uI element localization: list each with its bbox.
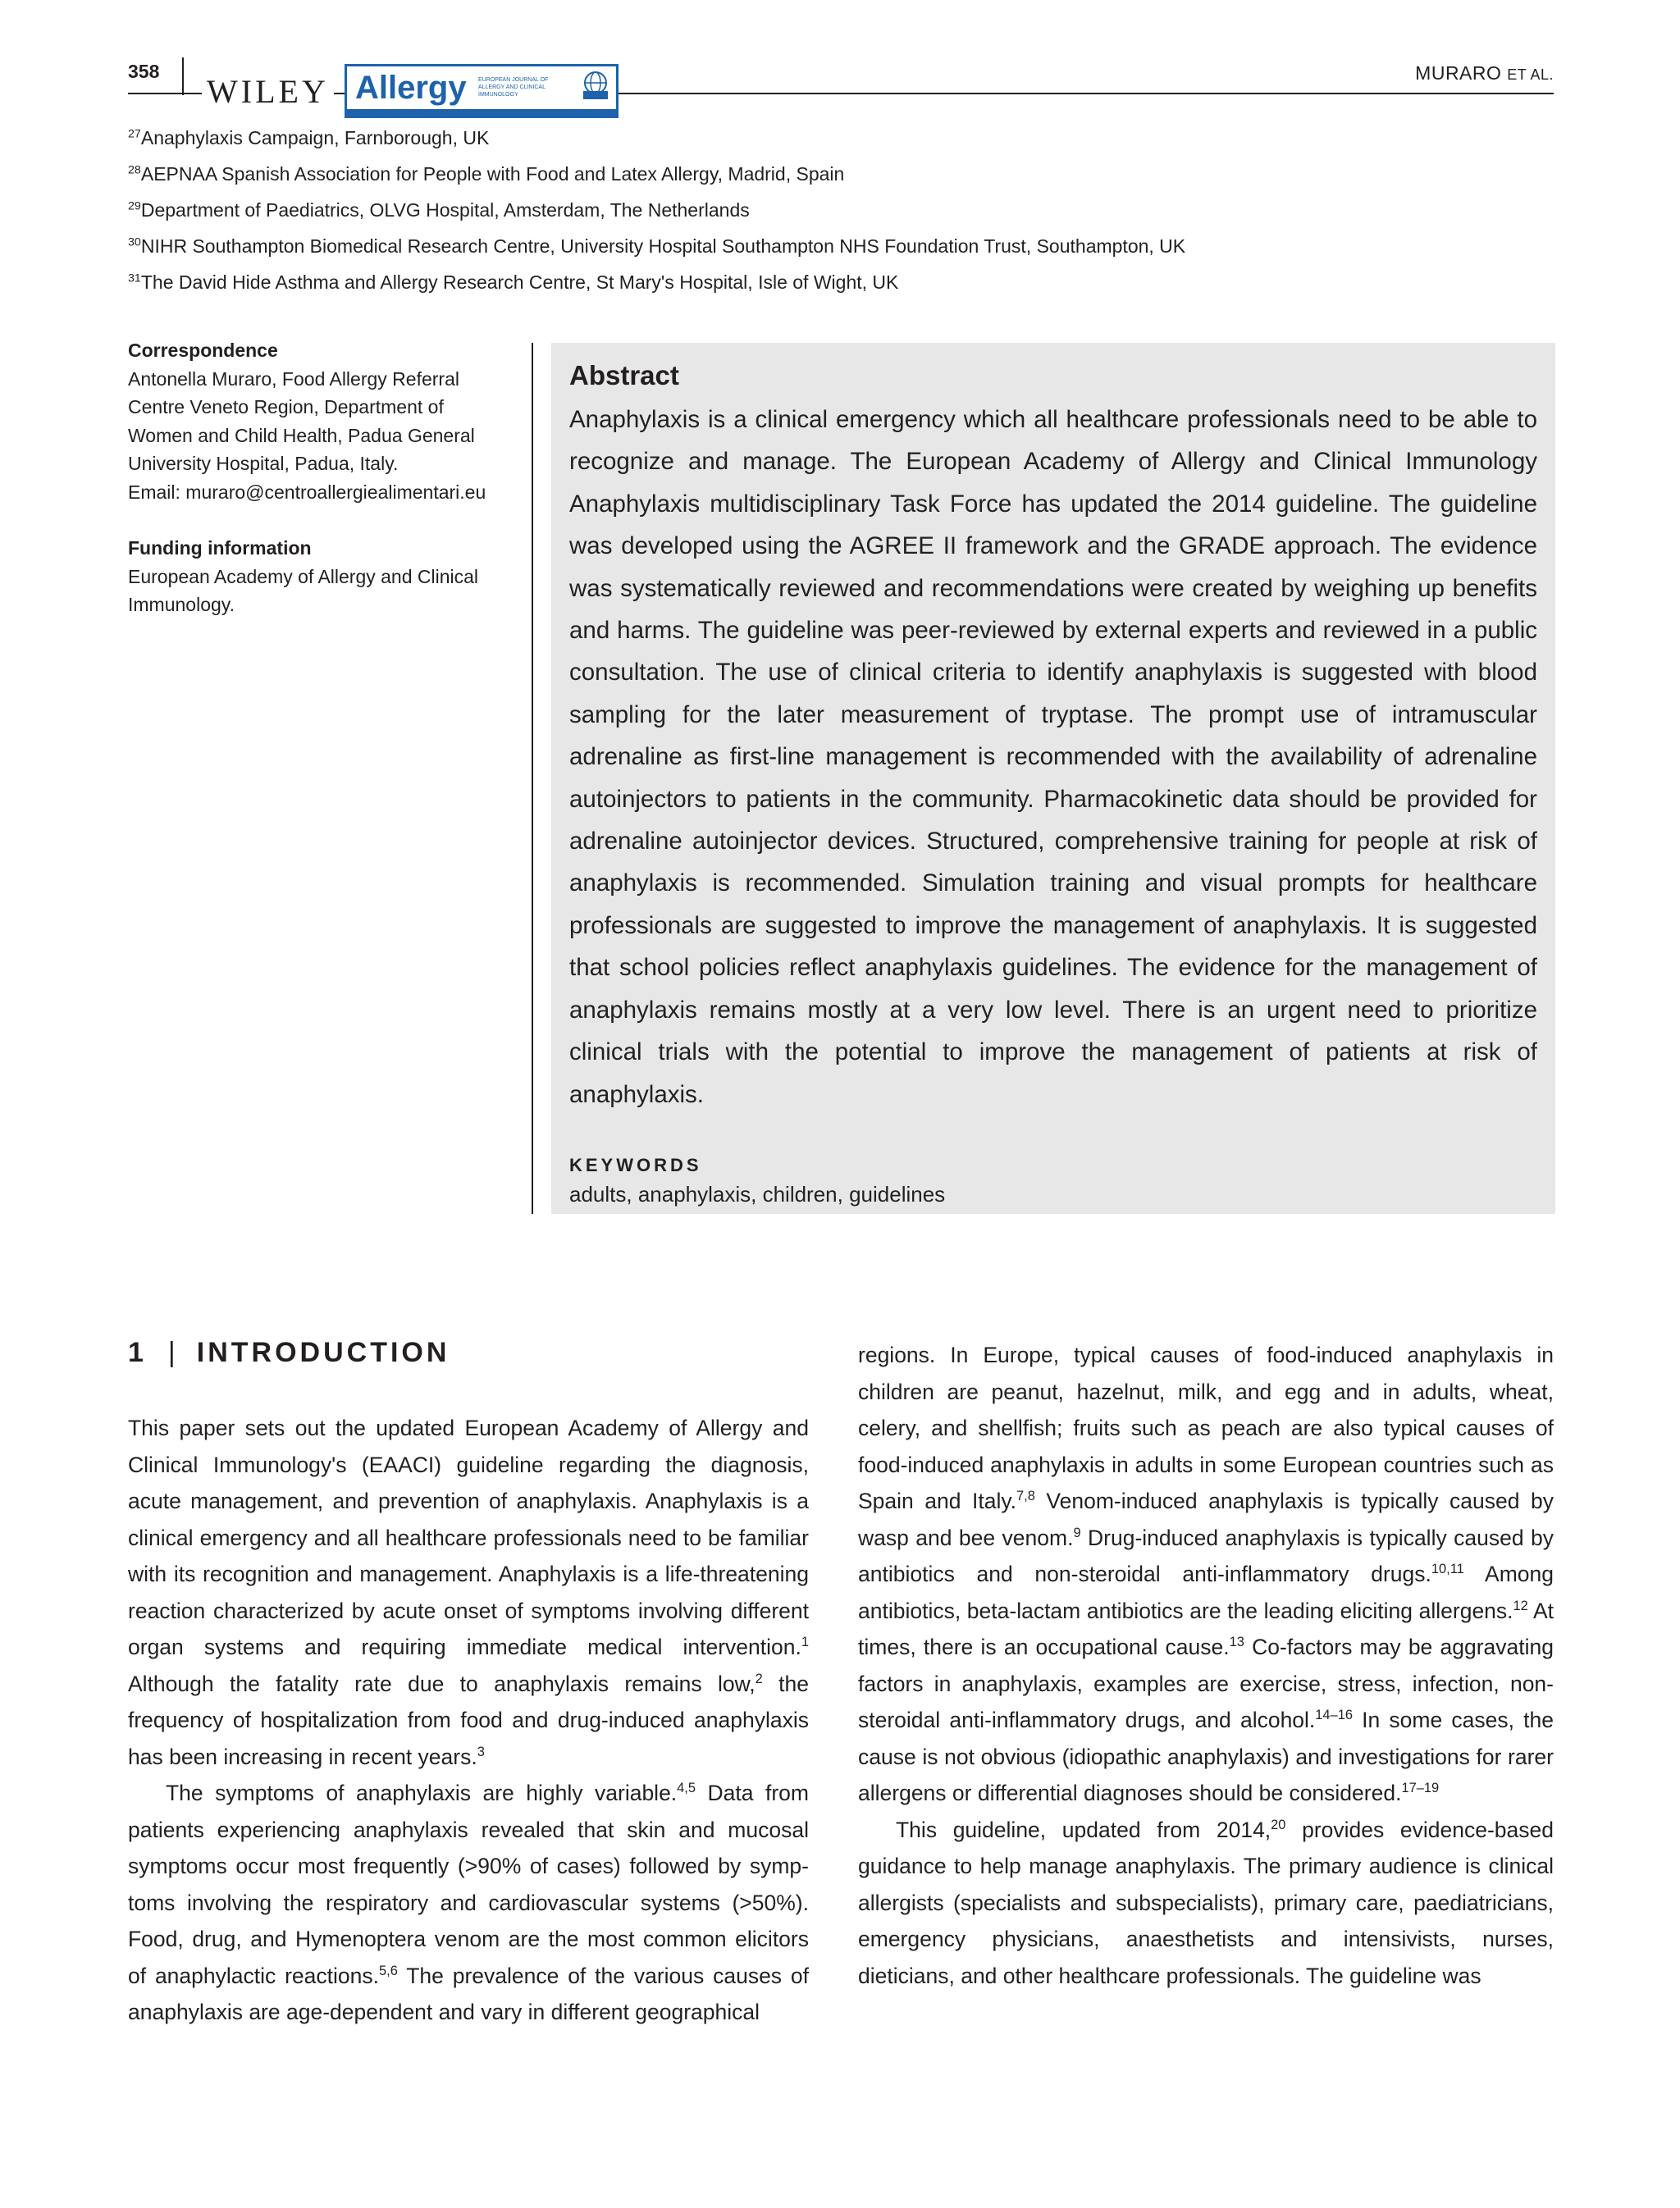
body-paragraph <box>858 1812 1554 1995</box>
body-paragraph <box>858 1337 1554 1812</box>
text-run: The symptoms of anaphylaxis are highly variable. <box>166 1781 678 1805</box>
citation-ref: 7,8 <box>1016 1489 1035 1504</box>
affiliation-number: 30 <box>128 235 141 249</box>
text-run: At times, there is an occupational cause. <box>858 1598 1554 1659</box>
text-run: provides evidence-based guidance to help manage anaphylaxis. The primary audience is clinical allergists (specialists and subspecialists), primary care, paediatricians, emergency physicians, anaesthetists and intensivists, nurses, dieticians, and other healthcare professionals. The guideline was <box>858 1817 1554 1988</box>
running-head <box>1415 62 1554 84</box>
keywords: adults, anaphylaxis, children, guidelines <box>569 1181 946 1207</box>
citation-ref: 10,11 <box>1431 1562 1464 1577</box>
keywords-heading: KEYWORDS <box>569 1154 702 1175</box>
funding-heading: Funding information <box>128 537 312 559</box>
affiliation-text: AEPNAA Spanish Association for People with Food and Latex Allergy, Madrid, Spain <box>140 163 845 185</box>
citation-ref: 4,5 <box>677 1781 696 1796</box>
affiliation <box>128 123 1555 159</box>
journal-subtitle: EUROPEAN JOURNAL OF ALLERGY AND CLINICAL IMMUNOLOGY <box>478 77 549 98</box>
citation-ref: 1 <box>801 1635 809 1650</box>
section-heading <box>128 1337 450 1369</box>
text-run: Co-factors may be aggravating factors in anaphylaxis, examples are exercise, stress, infection, non-steroidal anti-inflammatory drugs, and alcohol. <box>858 1635 1554 1732</box>
citation-ref: 17–19 <box>1401 1781 1440 1796</box>
correspondence-line: University Hospital, Padua, Italy. <box>128 453 399 474</box>
abstract-box <box>551 343 1555 1214</box>
text-run: Venom-induced anaphylaxis is typically caused by wasp and bee venom. <box>858 1489 1554 1550</box>
affiliation <box>128 231 1555 267</box>
correspondence-line: Centre Veneto Region, Department of <box>128 396 444 417</box>
affiliation <box>128 267 1555 303</box>
text-run: regions. In Europe, typical causes of food-induced anaphylaxis in children are peanut, hazelnut, milk, and egg and in adults, wheat, celery, and shellfish; fruits such as peach are also typical causes of food-induced anaphylaxis in adults in some European countries such as Spain and Italy. <box>858 1343 1554 1513</box>
abstract-text: Anaphylaxis is a clinical emergency which all healthcare professionals need to be able to recognize and manage. The European Academy of Allergy and Clinical Immunology Anaphylaxis multidisciplinary Task Force has updated the 2014 guideline. The guideline was developed using the AGREE II framework and the GRADE approach. The evidence was systematically reviewed and recommendations were created by weighing up benefits and harms. The guideline was peer-reviewed by external experts and reviewed in a public consultation. The use of clinical criteria to identify anaphylaxis is suggested with blood sampling for the later measurement of tryptase. The prompt use of intramuscular adrenaline as first-line management is recommended with the availability of adrenaline autoinjectors to patients in the community. Pharmacokinetic data should be provided for adrenaline autoinjector devices. Structured, comprehensive training for people at risk of anaphylaxis is recommended. Simulation training and visual prompts for healthcare professionals are suggested to improve the management of anaphylaxis. It is suggested that school policies reflect anaphylaxis guidelines. The evidence for the management of anaphylaxis remains mostly at a very low level. There is an urgent need to prioritize clinical trials with the potential to improve the management of patients at risk of anaphylaxis. <box>569 406 1537 1108</box>
journal-name: Allergy <box>355 70 467 106</box>
citation-ref: 12 <box>1513 1598 1528 1613</box>
affiliation-text: NIHR Southampton Biomedical Research Centre, University Hospital Southampton NHS Foundation Trust, Southampton, UK <box>140 235 1186 257</box>
text-run: Although the fatality rate due to anaphylaxis remains low, <box>128 1671 756 1696</box>
body-paragraph <box>128 1775 809 2031</box>
body-paragraph <box>128 1410 809 1775</box>
affiliation-number: 29 <box>128 199 141 213</box>
text-run: Data from patients experiencing anaphylaxis revealed that skin and mucosal symptoms occur most frequently (>90% of cases) followed by symptoms involving the respiratory and cardiovascular systems (>50%). Food, drug, and Hymenoptera venom are the most common elicitors of anaphylactic reactions. <box>128 1781 809 1988</box>
affiliation-number: 31 <box>128 271 141 285</box>
affiliation <box>128 195 1555 231</box>
eaaci-globe-icon <box>580 70 611 101</box>
article-info <box>128 336 522 619</box>
text-run: In some cases, the cause is not obvious (idiopathic anaphylaxis) and investigations for rarer allergens or differential diagnoses should be considered. <box>858 1708 1554 1805</box>
affiliation-number: 28 <box>128 163 141 177</box>
running-suffix: ET AL. <box>1507 66 1554 83</box>
section-number: 1 <box>128 1337 147 1368</box>
citation-ref: 5,6 <box>379 1963 398 1978</box>
section-separator: | <box>167 1337 176 1368</box>
citation-ref: 20 <box>1271 1817 1286 1832</box>
correspondence-heading: Correspondence <box>128 340 278 361</box>
text-run: Drug-induced anaphylaxis is typically caused by antibiotics and non-steroidal anti-inflammatory drugs. <box>858 1525 1554 1586</box>
text-run: the frequency of hospitalization from food and drug-induced anaphylaxis has been increasing in recent years. <box>128 1671 809 1769</box>
text-run: The prevalence of the various causes of anaphylaxis are age-dependent and vary in different geographical <box>128 1963 810 2024</box>
funding-line: European Academy of Allergy and Clinical <box>128 565 479 587</box>
citation-ref: 13 <box>1229 1635 1244 1650</box>
citation-ref: 9 <box>1073 1525 1081 1540</box>
affiliation-text: Department of Paediatrics, OLVG Hospital, Amsterdam, The Netherlands <box>140 199 750 221</box>
page-number: 358 <box>128 61 160 82</box>
funding-line: Immunology. <box>128 594 235 615</box>
citation-ref: 2 <box>755 1671 763 1686</box>
affiliations <box>128 123 1555 303</box>
affiliation-number: 27 <box>128 127 141 141</box>
section-title: INTRODUCTION <box>196 1337 450 1368</box>
body-column-right <box>858 1337 1554 1994</box>
header-divider <box>182 57 184 95</box>
publisher-logo: WILEY <box>202 74 334 110</box>
citation-ref: 3 <box>477 1744 485 1759</box>
correspondence-email: Email: muraro@centroallergiealimentari.eu <box>128 481 486 503</box>
affiliation-text: Anaphylaxis Campaign, Farnborough, UK <box>140 127 490 148</box>
journal-logo <box>345 64 619 118</box>
affiliation <box>128 159 1555 195</box>
abstract-heading: Abstract <box>569 360 679 390</box>
body-column-left <box>128 1410 809 2031</box>
journal-logo-bar <box>347 109 616 116</box>
citation-ref: 14–16 <box>1315 1708 1353 1723</box>
column-divider <box>532 343 533 1214</box>
text-run: This paper sets out the updated European Academy of Allergy and Clinical Immunology's (EAACI) guideline regarding the diagnosis, acute management, and prevention of anaphylaxis. Anaphylaxis is a clinical emergency and all healthcare professionals need to be familiar with its recognition and management. Anaphylaxis is a life-threatening reaction characterized by acute onset of symptoms involving different organ systems and requiring immediate medical intervention. <box>128 1416 809 1659</box>
correspondence-line: Antonella Muraro, Food Allergy Referral <box>128 367 459 390</box>
header-rule <box>128 93 1554 94</box>
running-author: MURARO <box>1415 62 1502 84</box>
correspondence-line: Women and Child Health, Padua General <box>128 424 475 446</box>
text-run: Among antibiotics, beta-lactam antibiotics are the leading eliciting allergens. <box>858 1562 1554 1623</box>
affiliation-text: The David Hide Asthma and Allergy Research Centre, St Mary's Hospital, Isle of Wight, UK <box>140 271 899 293</box>
text-run: This guideline, updated from 2014, <box>896 1817 1271 1842</box>
